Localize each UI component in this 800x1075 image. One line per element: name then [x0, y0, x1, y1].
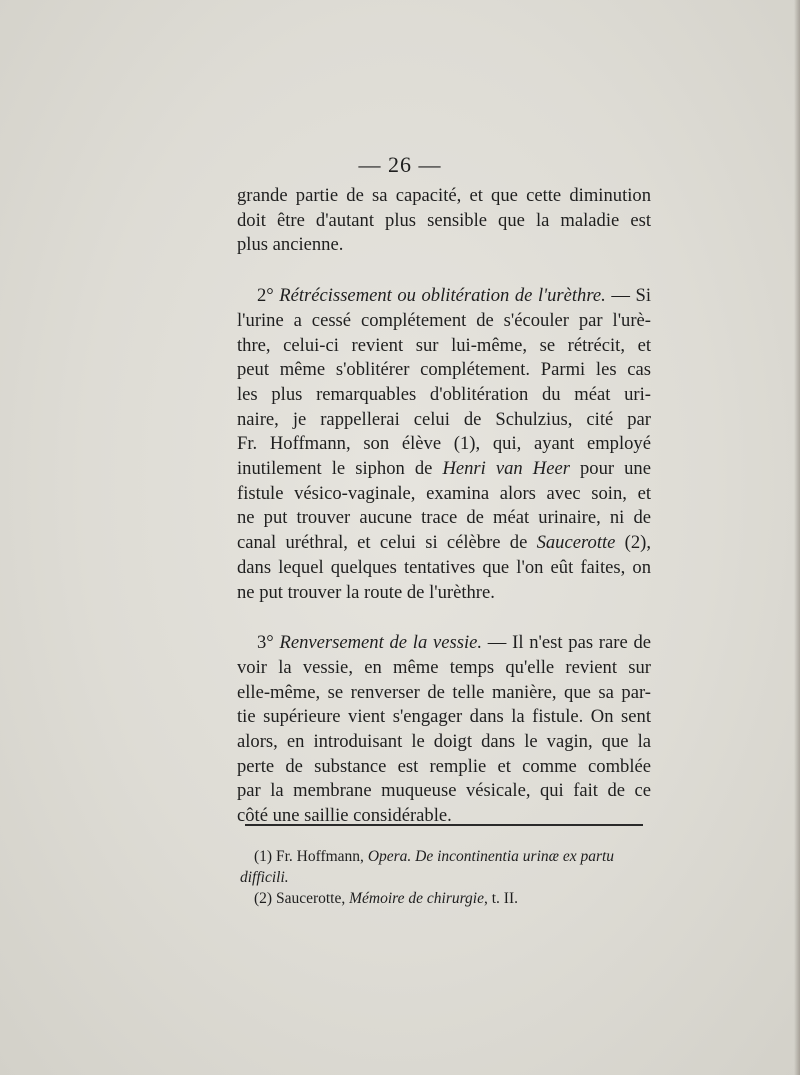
- text-line: thre, celui-ci revient sur lui-même, se rétrécit, et: [237, 334, 651, 356]
- text-line: elle-même, se renverser de telle manière, que sa par-: [237, 681, 651, 703]
- footnote-marker: (2): [254, 890, 273, 907]
- text-line: par la membrane muqueuse vésicale, qui fait de ce: [237, 780, 651, 802]
- text-line: ne put trouver aucune trace de méat urinaire, ni de: [237, 507, 651, 529]
- section-number: 3°: [257, 632, 274, 654]
- footnote-2: [254, 888, 654, 909]
- section-heading-line: [237, 631, 651, 656]
- text-line: Fr. Hoffmann, son élève (1), qui, ayant employé: [237, 433, 651, 455]
- text-line: perte de substance est remplie et comme comblée: [237, 755, 651, 777]
- text-line: peut même s'oblitérer complétement. Parmi les cas: [237, 359, 651, 381]
- footnote-1: [254, 846, 654, 867]
- body-text: [237, 184, 651, 829]
- italic-name: Henri van Heer: [442, 458, 570, 480]
- text-line: tie supérieure vient s'engager dans la fistule. On sent: [237, 706, 651, 728]
- section-heading-line: [237, 284, 651, 309]
- text-run: (2),: [615, 532, 651, 554]
- footnote-marker: (1): [254, 848, 273, 865]
- section-heading: Renversement de la vessie.: [279, 632, 483, 654]
- text-run: canal uréthral, et celui si célèbre de: [237, 532, 537, 554]
- footnotes: [240, 846, 654, 909]
- text-line: côté une saillie considérable.: [237, 805, 452, 827]
- text-run: pour une: [569, 458, 651, 480]
- footnote-title-cont: difficili.: [240, 869, 289, 886]
- footnote-title: Mémoire de chirurgie: [349, 890, 484, 907]
- text-line: plus ancienne.: [237, 234, 344, 256]
- section-heading: Rétrécissement ou oblitération de l'urèthre.: [279, 285, 606, 307]
- text-line: voir la vessie, en même temps qu'elle revient sur: [237, 656, 651, 678]
- text-run: — Il n'est pas rare de: [482, 632, 651, 654]
- footnote-author: Saucerotte,: [272, 890, 350, 907]
- italic-name: Saucerotte: [536, 532, 616, 554]
- section-number: 2°: [257, 285, 274, 307]
- text-line: grande partie de sa capacité, et que cette diminution: [237, 185, 651, 206]
- text-line: ne put trouver la route de l'urèthre.: [237, 581, 495, 603]
- text-line: alors, en introduisant le doigt dans le vagin, que la: [237, 731, 651, 753]
- footnote-author: Fr. Hoffmann,: [272, 848, 368, 865]
- text-line: [237, 457, 651, 482]
- text-line: naire, je rappellerai celui de Schulzius, cité par: [237, 408, 651, 430]
- text-line: doit être d'autant plus sensible que la maladie est: [237, 209, 651, 231]
- text-run: — Si: [605, 285, 651, 307]
- text-line: dans lequel quelques tentatives que l'on eût faites, on: [237, 556, 651, 578]
- footnote-divider: [245, 824, 643, 826]
- text-run: inutilement le siphon de: [237, 458, 443, 480]
- footnote-title: Opera. De incontinentia urinæ ex partu: [367, 848, 615, 865]
- text-line: l'urine a cessé complétement de s'écouler par l'urè-: [237, 309, 651, 331]
- footnote-1-continuation: [240, 867, 654, 888]
- page-number: — 26 —: [358, 152, 442, 177]
- text-line: fistule vésico-vaginale, examina alors avec soin, et: [237, 482, 651, 504]
- footnote-tail: , t. II.: [484, 890, 519, 907]
- text-line: les plus remarquables d'oblitération du méat uri-: [237, 383, 651, 405]
- text-line: [237, 531, 651, 556]
